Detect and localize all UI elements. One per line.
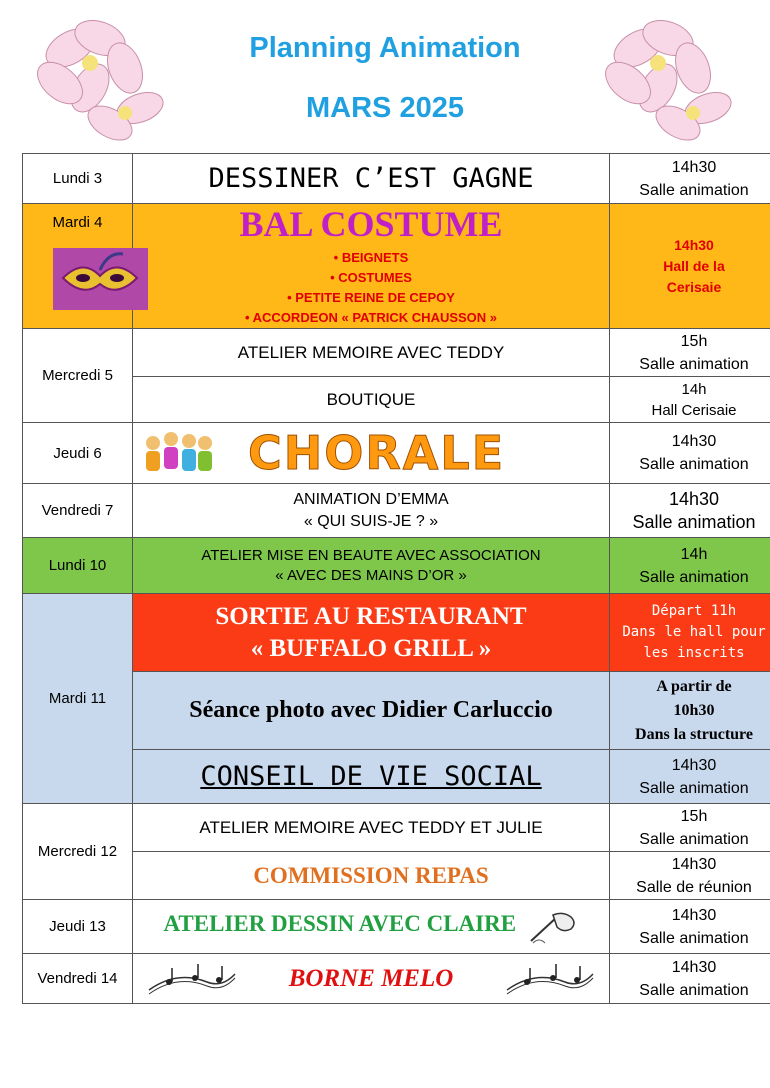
time-cell [610, 900, 770, 954]
location-value: Hall de la [663, 257, 725, 274]
table-row [23, 852, 770, 900]
time-cell [610, 329, 770, 377]
time-cell [610, 594, 770, 672]
table-row [23, 484, 770, 538]
schedule-table [22, 153, 770, 1004]
table-row [23, 672, 770, 750]
location-value: Salle animation [639, 981, 749, 999]
time-cell [610, 484, 770, 538]
activity-line: « QUI SUIS-JE ? » [303, 512, 439, 530]
time-cell [610, 672, 770, 750]
location-value: Salle animation [639, 181, 749, 199]
activity-line: SORTIE AU RESTAURANT [215, 602, 527, 630]
activity-cell: COMMISSION REPAS [133, 852, 610, 900]
list-item: • COSTUMES [133, 268, 609, 288]
day-cell: Jeudi 6 [23, 423, 133, 484]
time-cell [610, 204, 770, 329]
time-cell [610, 377, 770, 423]
location-value: Salle animation [639, 929, 749, 947]
location-value: Salle animation [639, 779, 749, 797]
activity-bullets [133, 248, 609, 328]
location-value: Salle animation [639, 456, 749, 473]
time-value: 10h30 [673, 701, 715, 719]
time-value: 14h30 [671, 756, 717, 774]
table-row [23, 329, 770, 377]
time-value: Départ 11h [651, 603, 737, 619]
frangipani-flower-icon [598, 8, 748, 148]
activity-cell [133, 954, 610, 1004]
time-value: 14h30 [671, 855, 717, 873]
time-cell [610, 750, 770, 804]
location-value: Salle animation [632, 511, 756, 532]
time-cell [610, 423, 770, 484]
table-row [23, 204, 770, 329]
activity-cell [133, 204, 610, 329]
day-cell: Lundi 10 [23, 538, 133, 594]
table-row [23, 594, 770, 672]
time-value: 14h30 [671, 433, 717, 450]
activity-cell: CONSEIL DE VIE SOCIAL [133, 750, 610, 804]
activity-cell: ATELIER MEMOIRE AVEC TEDDY [133, 329, 610, 377]
day-cell: Lundi 3 [23, 154, 133, 204]
day-cell: Vendredi 7 [23, 484, 133, 538]
location-value: Salle de réunion [636, 878, 752, 896]
list-item: • BEIGNETS [133, 248, 609, 268]
time-value: 14h30 [674, 236, 714, 253]
page-subtitle: MARS 2025 [306, 92, 464, 124]
location-value: Salle animation [639, 830, 749, 848]
activity-cell [133, 484, 610, 538]
location-value: Dans le hall pour [622, 624, 766, 640]
time-value: A partir de [656, 677, 732, 695]
activity-line: ANIMATION D’EMMA [293, 490, 449, 508]
activity-title: BAL COSTUME [239, 204, 503, 244]
table-row [23, 750, 770, 804]
location-value: Dans la structure [635, 725, 753, 743]
activity-cell: BOUTIQUE [133, 377, 610, 423]
activity-title: CHORALE [248, 426, 506, 480]
activity-cell [133, 538, 610, 594]
location-value: Salle animation [639, 568, 749, 586]
activity-cell: DESSINER C’EST GAGNE [133, 154, 610, 204]
time-cell [610, 804, 770, 852]
frangipani-flower-icon [30, 8, 180, 148]
choir-singers-icon [141, 429, 216, 477]
activity-title: BORNE MELO [288, 964, 454, 992]
time-value: 14h [680, 545, 708, 563]
time-value: 14h [681, 380, 707, 398]
day-cell: Mercredi 5 [23, 329, 133, 423]
music-notes-icon [147, 960, 237, 998]
time-cell [610, 852, 770, 900]
activity-cell [133, 594, 610, 672]
activity-cell: ATELIER MEMOIRE AVEC TEDDY ET JULIE [133, 804, 610, 852]
activity-line: « BUFFALO GRILL » [250, 634, 492, 662]
table-row [23, 538, 770, 594]
table-row [23, 154, 770, 204]
day-cell [23, 204, 133, 329]
location-value: les inscrits [643, 645, 745, 661]
table-row [23, 423, 770, 484]
location-value: Hall Cerisaie [651, 401, 737, 419]
day-cell: Mardi 11 [23, 594, 133, 804]
activity-cell [133, 423, 610, 484]
time-value: 15h [680, 332, 708, 350]
activity-line: ATELIER MISE EN BEAUTE AVEC ASSOCIATION [201, 546, 541, 564]
page-header [0, 0, 770, 150]
time-value: 14h30 [668, 488, 720, 509]
time-cell [610, 154, 770, 204]
activity-line: « AVEC DES MAINS D’OR » [275, 566, 467, 584]
table-row [23, 900, 770, 954]
table-row [23, 377, 770, 423]
time-cell [610, 954, 770, 1004]
music-notes-icon [505, 960, 595, 998]
activity-cell [133, 900, 610, 954]
location-value: Cerisaie [666, 278, 722, 295]
list-item: • PETITE REINE DE CEPOY [133, 288, 609, 308]
location-value: Salle animation [639, 355, 749, 373]
table-row [23, 804, 770, 852]
day-cell: Vendredi 14 [23, 954, 133, 1004]
time-value: 14h30 [671, 158, 717, 176]
drawing-hand-icon [527, 909, 579, 945]
time-value: 14h30 [671, 906, 717, 924]
time-cell [610, 538, 770, 594]
day-cell: Jeudi 13 [23, 900, 133, 954]
carnival-mask-icon [53, 248, 148, 310]
day-label: Mardi 4 [52, 214, 103, 231]
activity-cell: Séance photo avec Didier Carluccio [133, 672, 610, 750]
table-row [23, 954, 770, 1004]
list-item: • ACCORDEON « PATRICK CHAUSSON » [133, 308, 609, 328]
page-title: Planning Animation [249, 32, 521, 64]
time-value: 14h30 [671, 958, 717, 976]
day-cell: Mercredi 12 [23, 804, 133, 900]
activity-title: ATELIER DESSIN AVEC CLAIRE [163, 910, 517, 936]
time-value: 15h [680, 807, 708, 825]
